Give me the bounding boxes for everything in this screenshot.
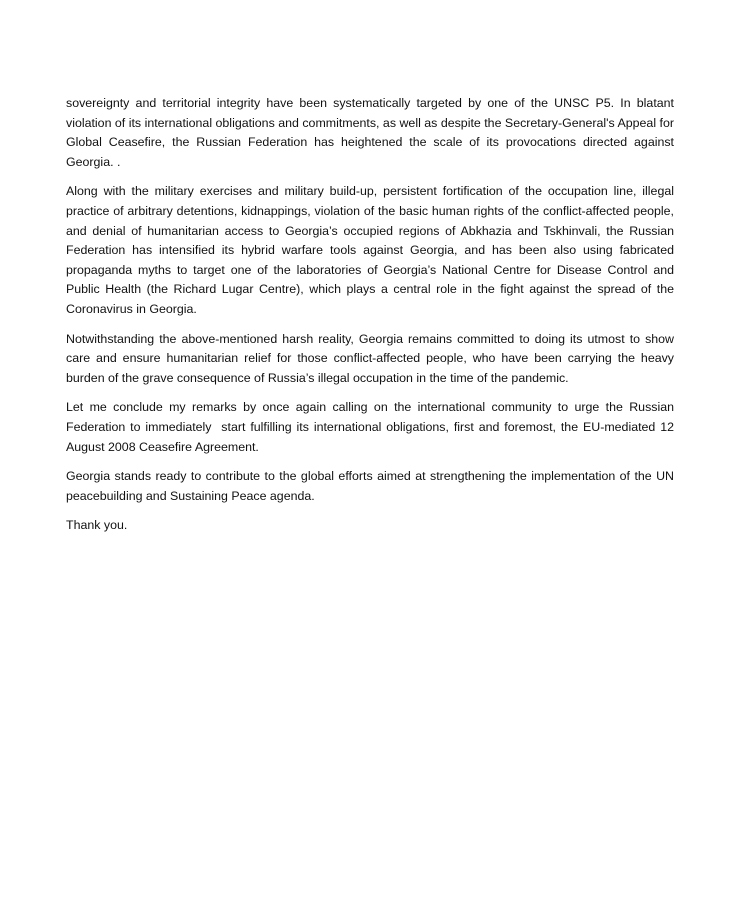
- paragraph-sovereignty: sovereignty and territorial integrity have been systematically targeted by one of the UNSC P5. In blatant violation of its international obligations and commitments, as well as despite the Secretary-General's Appeal for Global Ceasefire, the Russian Federation has heightened the scale of its provocations directed against Georgia. .: [66, 96, 678, 169]
- paragraph-military-buildup: Along with the military exercises and military build-up, persistent fortification of the occupation line, illegal practice of arbitrary detentions, kidnappings, violation of the basic human rights of the conflict-affected people, and denial of humanitarian access to Georgia’s occupied regions of Abkhazia and Tskhinvali, the Russian Federation has intensified its hybrid warfare tools against Georgia, and has been also using fabricated propaganda myths to target one of the laboratories of Georgia’s National Centre for Disease Control and Public Health (the Richard Lugar Centre), which plays a central role in the fight against the spread of the Coronavirus in Georgia.: [66, 184, 678, 316]
- document-body: [66, 94, 678, 546]
- paragraph-peacebuilding: Georgia stands ready to contribute to the global efforts aimed at strengthening the implementation of the UN peacebuilding and Sustaining Peace agenda.: [66, 469, 678, 503]
- paragraph-conclusion: Let me conclude my remarks by once again calling on the international community to urge the Russian Federation to immediately start fulfilling its international obligations, first and foremost, the EU-mediated 12 August 2008 Ceasefire Agreement.: [66, 400, 678, 454]
- paragraph-thank-you: Thank you.: [66, 518, 128, 533]
- paragraph-humanitarian-relief: Notwithstanding the above-mentioned harsh reality, Georgia remains committed to doing its utmost to show care and ensure humanitarian relief for those conflict-affected people, who have been carrying the heavy burden of the grave consequence of Russia’s illegal occupation in the time of the pandemic.: [66, 331, 678, 385]
